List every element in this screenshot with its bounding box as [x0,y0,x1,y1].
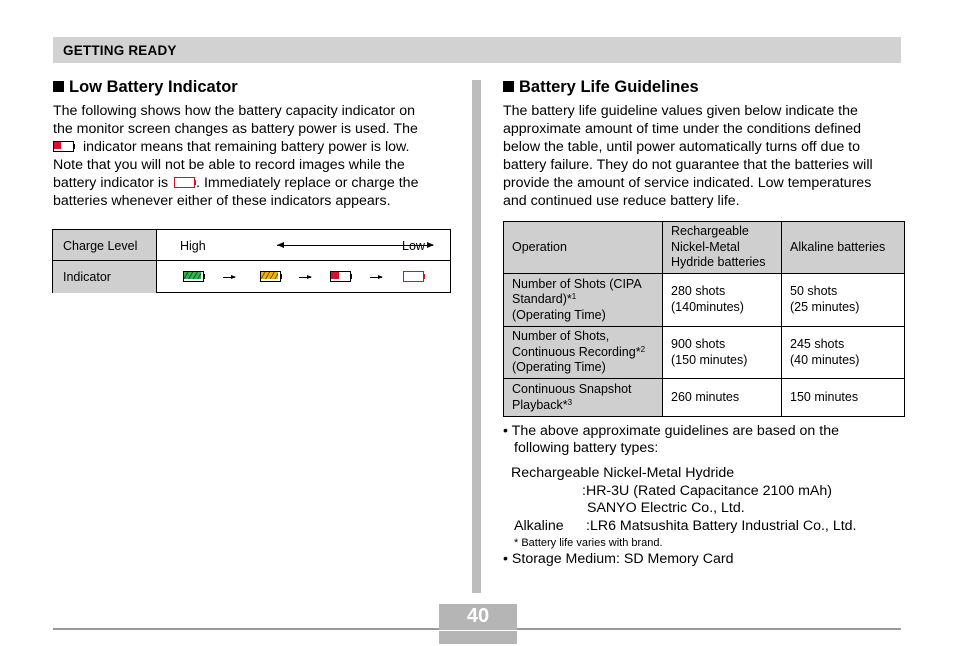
row-operation: Continuous Snapshot Playback*$^3$ [504,379,663,417]
arrow-right-icon [299,277,311,278]
header-operation: Operation [504,222,663,274]
low-battery-paragraph [53,103,418,210]
header-bar [53,37,901,63]
arrow-right-icon [370,277,382,278]
text-line: Note that you will not be able to record images while the [53,156,405,173]
double-arrow-line [277,245,433,246]
text-line: The following shows how the battery capacity indicator on [53,103,415,119]
text-line [53,175,418,193]
text-segment: battery indicator is [53,174,173,191]
battery-full-icon [183,271,205,282]
row-nimh-value: 260 minutes [663,379,782,417]
footnote: * Battery life varies with brand. [514,537,663,549]
row-nimh-value: 280 shots (140minutes) [663,274,782,327]
page-number-tab [439,631,517,644]
row-operation: Number of Shots (CIPA Standard)*$^1$ (Operating Time) [504,274,663,327]
arrow-right-icon [223,277,235,278]
battery-empty-icon [403,271,425,282]
low-battery-title: Low Battery Indicator [69,78,238,96]
battery-life-heading [503,78,699,97]
square-bullet-icon [53,81,64,92]
nimh-maker: SANYO Electric Co., Ltd. [587,500,745,516]
table-row [504,327,905,379]
text-line: The battery life guideline values given below indicate the [503,103,858,119]
charge-level-label-cell [53,230,157,261]
text-line: batteries whenever either of these indicators appears. [53,192,391,209]
text-segment: indicator means that remaining battery power is low. [79,138,410,155]
low-label: Low [402,239,425,253]
page-number: 40 [466,605,490,627]
charge-level-label: Charge Level [63,239,138,253]
alkaline-type-spec: :LR6 Matsushita Battery Industrial Co., Ltd. [586,518,857,534]
arrow-left-icon [277,242,284,248]
square-bullet-icon [503,81,514,92]
low-battery-icon [53,141,75,152]
row-divider [53,260,450,261]
indicator-label: Indicator [63,270,111,284]
text-line: provide the amount of service indicated. Low temperatures [503,174,872,191]
text-line [53,139,418,157]
header-alkaline: Alkaline batteries [782,222,905,274]
low-battery-heading [53,78,238,97]
battery-low-icon [330,271,352,282]
row-alkaline-value: 50 shots (25 minutes) [782,274,905,327]
row-nimh-value: 900 shots (150 minutes) [663,327,782,379]
battery-life-table [503,221,905,417]
alkaline-type-label: Alkaline [514,518,564,534]
indicator-label-cell [53,261,157,293]
arrow-right-icon [427,242,434,248]
text-line: below the table, until power automatically turns off due to [503,138,861,155]
text-segment: . Immediately replace or charge the [196,174,419,191]
text-line: battery failure. They do not guarantee that the batteries will [503,156,873,173]
table-row [504,379,905,417]
battery-life-paragraph [503,103,873,210]
header-nimh: Rechargeable Nickel-Metal Hydride batteries [663,222,782,274]
bullet-guidelines: • The above approximate guidelines are based on the following battery types: [503,423,839,457]
text-line: approximate amount of time under the conditions defined [503,120,862,137]
row-operation: Number of Shots, Continuous Recording*$^2$ (Operating Time) [504,327,663,379]
charge-level-table [52,229,451,293]
high-label: High [180,239,206,253]
table-row [504,274,905,327]
nimh-type-spec: :HR-3U (Rated Capacitance 2100 mAh) [582,483,832,499]
nimh-type-label: Rechargeable Nickel-Metal Hydride [511,465,735,481]
battery-half-icon [260,271,282,282]
column-divider [472,80,481,593]
battery-life-title: Battery Life Guidelines [519,78,699,96]
text-line: the monitor screen changes as battery power is used. The [53,120,418,137]
row-alkaline-value: 245 shots (40 minutes) [782,327,905,379]
table-header-row [504,222,905,274]
empty-battery-icon [174,177,196,188]
section-title: GETTING READY [63,43,177,58]
bullet-storage-medium: • Storage Medium: SD Memory Card [503,551,734,567]
text-line: and continued use reduce battery life. [503,192,740,209]
row-alkaline-value: 150 minutes [782,379,905,417]
